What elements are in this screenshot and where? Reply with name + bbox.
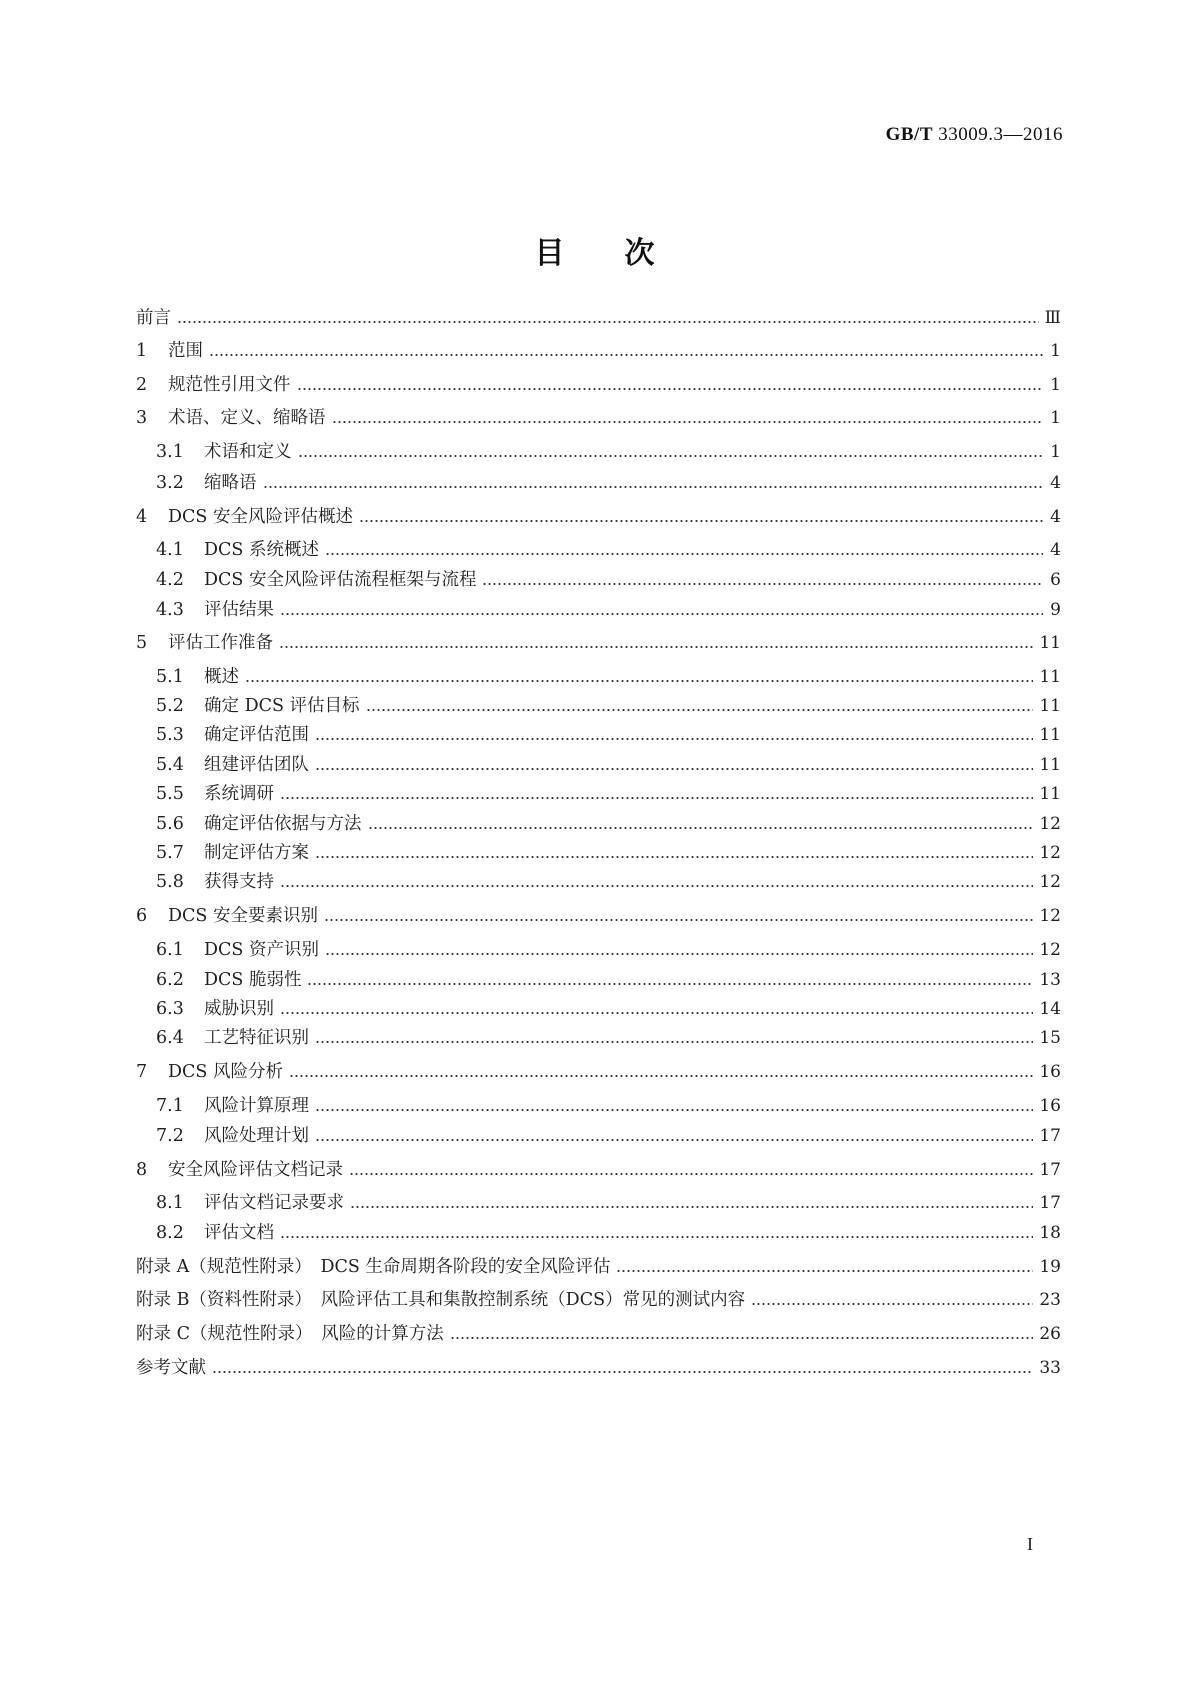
standard-number: 33009.3—2016 [938, 124, 1063, 145]
dot-leader [279, 646, 1033, 648]
toc-entry-title [136, 629, 273, 657]
toc-entry-number: 5.1 [156, 667, 184, 687]
toc-entry-label: 概述 [204, 667, 239, 687]
toc-entry-page: 4 [1050, 473, 1061, 493]
toc-entry[interactable] [136, 304, 1061, 332]
dot-leader [325, 553, 1043, 555]
toc-entry[interactable] [156, 1122, 1061, 1150]
toc-entry[interactable] [156, 868, 1061, 896]
toc-entry-title [156, 566, 476, 594]
toc-entry-label: 前言 [136, 308, 171, 328]
toc-entry-title [156, 1189, 344, 1217]
toc-entry-title [136, 371, 291, 399]
toc-entry[interactable] [156, 566, 1061, 594]
toc-entry[interactable] [156, 1189, 1061, 1217]
toc-entry[interactable] [156, 995, 1061, 1023]
toc-entry-number: 4.1 [156, 540, 184, 560]
toc-entry-number: 5 [136, 633, 148, 653]
toc-entry-label: DCS 风险分析 [168, 1062, 283, 1082]
toc-entry-title [136, 1058, 283, 1086]
toc-entry-number: 2 [136, 375, 148, 395]
toc-entry[interactable] [136, 1156, 1061, 1184]
toc-entry-number: 4.3 [156, 600, 184, 620]
toc-entry-page: 14 [1039, 999, 1061, 1019]
toc-entry-label: DCS 资产识别 [204, 940, 319, 960]
toc-entry-title [156, 966, 301, 994]
toc-entry-number: 4 [136, 507, 148, 527]
toc-entry-number: 5.5 [156, 784, 184, 804]
dot-leader [751, 1303, 1033, 1305]
toc-entry-number: 5.8 [156, 872, 184, 892]
toc-entry[interactable] [136, 337, 1061, 365]
toc-entry-title [156, 536, 319, 564]
toc-entry[interactable] [156, 663, 1061, 691]
toc-entry-title [156, 839, 309, 867]
toc-entry-page: 17 [1039, 1160, 1061, 1180]
toc-entry[interactable] [156, 1092, 1061, 1120]
toc-entry[interactable] [136, 1320, 1061, 1348]
toc-entry[interactable] [136, 404, 1061, 432]
toc-entry[interactable] [156, 721, 1061, 749]
dot-leader [315, 856, 1033, 858]
toc-entry-page: 6 [1050, 570, 1061, 590]
toc-entry-page: 1 [1050, 408, 1061, 428]
dot-leader [482, 583, 1043, 585]
toc-entry[interactable] [136, 902, 1061, 930]
toc-entry-page: 16 [1039, 1062, 1061, 1082]
toc-entry-label: 风险计算原理 [204, 1096, 309, 1116]
dot-leader [315, 768, 1033, 770]
toc-entry-page: 4 [1050, 507, 1061, 527]
toc-entry[interactable] [136, 1058, 1061, 1086]
toc-entry[interactable] [136, 1286, 1061, 1314]
toc-entry-page: 16 [1039, 1096, 1061, 1116]
toc-entry-title [156, 1122, 309, 1150]
toc-entry[interactable] [156, 469, 1061, 497]
toc-entry-title [156, 868, 274, 896]
toc-entry-title [156, 721, 309, 749]
toc-entry-label: DCS 脆弱性 [204, 970, 302, 990]
toc-entry-page: 23 [1039, 1290, 1061, 1310]
toc-entry[interactable] [156, 751, 1061, 779]
toc-entry-title [156, 663, 239, 691]
toc-entry-label: 术语、定义、缩略语 [168, 408, 326, 428]
dot-leader [349, 1173, 1033, 1175]
dot-leader [280, 1236, 1033, 1238]
toc-entry-number: 3.2 [156, 473, 184, 493]
toc-entry-number: 6 [136, 906, 148, 926]
standard-prefix: GB/T [885, 124, 933, 145]
toc-entry-title [136, 902, 318, 930]
toc-entry-page: 11 [1039, 725, 1061, 745]
toc-entry-label: DCS 安全要素识别 [168, 906, 318, 926]
toc-entry-number: 7 [136, 1062, 148, 1082]
toc-entry[interactable] [156, 596, 1061, 624]
toc-entry-label: 评估文档记录要求 [204, 1193, 344, 1213]
dot-leader [315, 1109, 1033, 1111]
toc-entry-number: 1 [136, 341, 148, 361]
toc-entry[interactable] [156, 1024, 1061, 1052]
toc-entry-label: 评估文档 [204, 1223, 274, 1243]
toc-entry-label: 组建评估团队 [204, 755, 309, 775]
toc-entry-label: 术语和定义 [204, 442, 292, 462]
toc-entry-page: 12 [1039, 940, 1061, 960]
toc-entry-page: 12 [1039, 814, 1061, 834]
toc-entry-label: 规范性引用文件 [168, 375, 291, 395]
toc-entry[interactable] [136, 371, 1061, 399]
toc-entry-title [156, 1024, 309, 1052]
toc-entry[interactable] [136, 1253, 1061, 1281]
dot-leader [359, 520, 1043, 522]
toc-entry-label: 获得支持 [204, 872, 274, 892]
page-number: I [1027, 1534, 1033, 1554]
toc-entry-number: 6.3 [156, 999, 184, 1019]
toc-entry-page: 17 [1039, 1193, 1061, 1213]
dot-leader [450, 1337, 1034, 1339]
toc-entry-title [156, 936, 319, 964]
toc-entry[interactable] [156, 692, 1061, 720]
toc-entry-page: 13 [1039, 970, 1061, 990]
toc-entry-page: 33 [1039, 1358, 1061, 1378]
toc-entry-title [136, 1253, 610, 1281]
toc-entry[interactable] [156, 966, 1061, 994]
dot-leader [315, 1041, 1033, 1043]
toc-entry[interactable] [156, 1219, 1061, 1247]
toc-entry-label: 参考文献 [136, 1358, 206, 1378]
toc-entry-number: 5.3 [156, 725, 184, 745]
toc-entry-title [136, 404, 326, 432]
dot-leader [315, 738, 1033, 740]
toc-entry-title [156, 1219, 274, 1247]
toc-entry-number: 8.2 [156, 1223, 184, 1243]
toc-entry-page: 11 [1039, 667, 1061, 687]
toc-entry[interactable] [136, 629, 1061, 657]
toc-entry-page: 18 [1039, 1223, 1061, 1243]
toc-entry-number: 5.2 [156, 696, 184, 716]
dot-leader [324, 919, 1033, 921]
toc-entry-number: 5.4 [156, 755, 184, 775]
toc-entry-page: 11 [1039, 784, 1061, 804]
dot-leader [366, 709, 1034, 711]
toc-entry-label: 附录 A（规范性附录） DCS 生命周期各阶段的安全风险评估 [136, 1257, 611, 1277]
toc-entry[interactable] [156, 780, 1061, 808]
toc-entry[interactable] [136, 503, 1061, 531]
standard-code [886, 124, 1063, 146]
toc-entry-number: 8.1 [156, 1193, 184, 1213]
toc-entry-title [156, 438, 292, 466]
toc-entry-title [136, 337, 203, 365]
dot-leader [298, 455, 1044, 457]
toc-entry-label: 制定评估方案 [204, 843, 309, 863]
toc-entry-title [156, 780, 274, 808]
toc-entry-title [136, 1156, 343, 1184]
toc-entry-label: 确定评估依据与方法 [204, 814, 362, 834]
toc-entry-page: 1 [1050, 442, 1061, 462]
dot-leader [325, 953, 1033, 955]
title-char-1: 目 [534, 236, 567, 271]
toc-entry-page: 17 [1039, 1126, 1061, 1146]
toc-entry-label: DCS 安全风险评估概述 [168, 507, 353, 527]
toc-entry-page: 11 [1039, 696, 1061, 716]
dot-leader [616, 1270, 1033, 1272]
toc-entry[interactable] [156, 839, 1061, 867]
toc-entry-page: Ⅲ [1044, 308, 1061, 328]
toc-entry-number: 6.2 [156, 970, 184, 990]
toc-entry[interactable] [156, 536, 1061, 564]
toc-entry-title [136, 304, 171, 332]
toc-entry-page: 26 [1039, 1324, 1061, 1344]
toc-entry-page: 19 [1039, 1257, 1061, 1277]
toc-entry-number: 6.1 [156, 940, 184, 960]
toc-entry-title [156, 995, 274, 1023]
dot-leader [280, 885, 1033, 887]
toc-entry-page: 1 [1050, 375, 1061, 395]
toc-entry-label: 附录 B（资料性附录） 风险评估工具和集散控制系统（DCS）常见的测试内容 [136, 1290, 746, 1310]
toc-entry-number: 5.6 [156, 814, 184, 834]
toc-entry-page: 11 [1039, 755, 1061, 775]
toc-entry-page: 12 [1039, 906, 1061, 926]
toc-entry-label: 系统调研 [204, 784, 274, 804]
toc-entry-page: 11 [1039, 633, 1061, 653]
dot-leader [368, 827, 1034, 829]
title-char-2: 次 [624, 236, 657, 271]
toc-entry-label: DCS 系统概述 [204, 540, 319, 560]
toc-entry[interactable] [156, 438, 1061, 466]
toc-entry-number: 7.2 [156, 1126, 184, 1146]
toc-entry-number: 8 [136, 1160, 148, 1180]
toc-entry-title [156, 596, 274, 624]
dot-leader [289, 1075, 1033, 1077]
toc-entry-label: 工艺特征识别 [204, 1028, 309, 1048]
toc-entry[interactable] [156, 810, 1061, 838]
dot-leader [280, 1012, 1033, 1014]
toc-entry-title [136, 503, 353, 531]
toc-entry-page: 12 [1039, 843, 1061, 863]
toc-entry-page: 9 [1050, 600, 1061, 620]
toc-entry-number: 6.4 [156, 1028, 184, 1048]
toc-entry-number: 4.2 [156, 570, 184, 590]
toc-entry-number: 7.1 [156, 1096, 184, 1116]
dot-leader [280, 613, 1043, 615]
toc-entry-page: 12 [1039, 872, 1061, 892]
dot-leader [315, 1139, 1033, 1141]
dot-leader [332, 421, 1044, 423]
toc-entry-number: 3.1 [156, 442, 184, 462]
toc-entry-label: 安全风险评估文档记录 [168, 1160, 343, 1180]
toc-entry-label: 评估工作准备 [168, 633, 273, 653]
toc-entry-label: 威胁识别 [204, 999, 274, 1019]
toc-entry-title [156, 1092, 309, 1120]
toc-entry-number: 3 [136, 408, 148, 428]
toc-entry-number: 5.7 [156, 843, 184, 863]
toc-entry-label: 确定 DCS 评估目标 [204, 696, 360, 716]
toc-entry[interactable] [136, 1354, 1061, 1382]
toc-entry-title [136, 1320, 444, 1348]
toc-entry-title [136, 1286, 745, 1314]
dot-leader [280, 797, 1033, 799]
toc-entry-label: 风险处理计划 [204, 1126, 309, 1146]
dot-leader [209, 354, 1043, 356]
toc-entry-label: 范围 [168, 341, 203, 361]
toc-entry-label: 确定评估范围 [204, 725, 309, 745]
toc-entry-page: 1 [1050, 341, 1061, 361]
dot-leader [297, 388, 1044, 390]
dot-leader [307, 983, 1033, 985]
toc-entry-title [156, 469, 257, 497]
toc-entry-page: 15 [1039, 1028, 1061, 1048]
toc-entry-title [156, 810, 362, 838]
toc-entry-label: 评估结果 [204, 600, 274, 620]
toc-entry[interactable] [156, 936, 1061, 964]
toc-entry-title [156, 751, 309, 779]
dot-leader [350, 1206, 1033, 1208]
toc-entry-title [136, 1354, 206, 1382]
dot-leader [212, 1371, 1033, 1373]
toc-entry-page: 4 [1050, 540, 1061, 560]
toc-entry-label: 附录 C（规范性附录） 风险的计算方法 [136, 1324, 444, 1344]
dot-leader [177, 321, 1039, 323]
toc-entry-title [156, 692, 360, 720]
dot-leader [263, 486, 1044, 488]
dot-leader [245, 680, 1033, 682]
toc-entry-label: DCS 安全风险评估流程框架与流程 [204, 570, 477, 590]
toc-entry-label: 缩略语 [204, 473, 257, 493]
page-title [0, 228, 1191, 272]
